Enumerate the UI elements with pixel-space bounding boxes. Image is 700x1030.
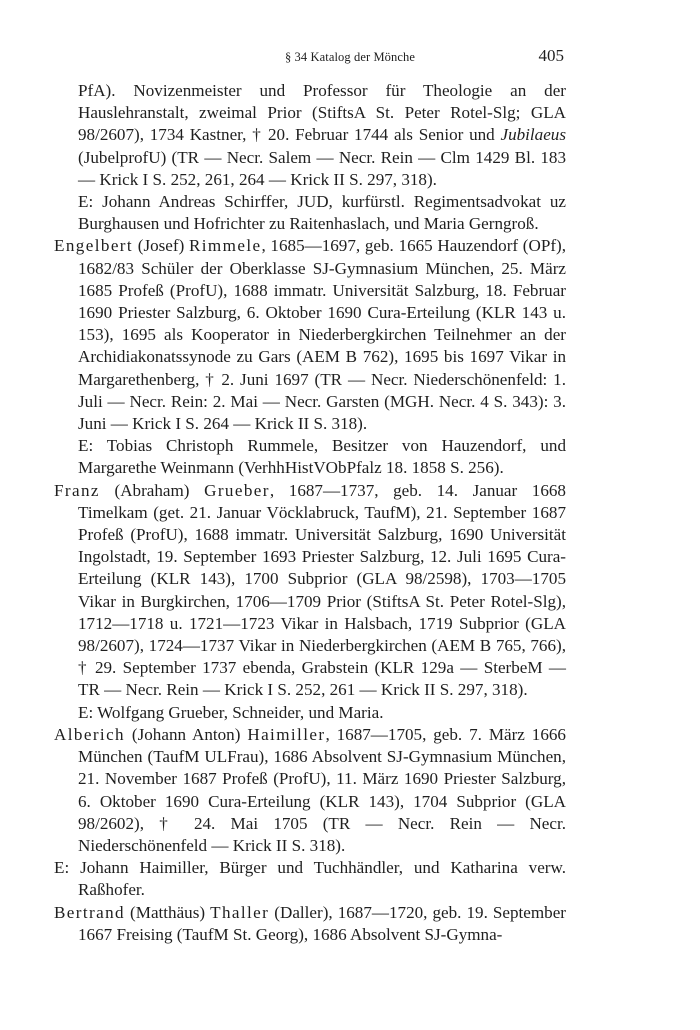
continued-entry-text-end: (JubelprofU) (TR — Necr. Salem — Necr. Rein — Clm 1429 Bl. 183 — Krick I S. 252, 261, 264 — Krick II S. 297, 318). (78, 147, 566, 189)
baptismal-name: (Josef) (133, 236, 189, 256)
entry-franz (54, 480, 566, 702)
baptismal-name: (Abraham) (99, 480, 205, 500)
running-title: § 34 Katalog der Mönche (284, 50, 416, 64)
entry-alberich (54, 724, 566, 857)
parents-line: E: Johann Haimiller, Bürger und Tuchhändler, und Katharina verw. Raßhofer. (54, 858, 566, 900)
continued-entry (54, 80, 566, 191)
page-body (54, 80, 566, 946)
surname: Thaller (210, 902, 270, 922)
baptismal-name: (Johann Anton) (125, 724, 248, 744)
religious-name: Alberich (54, 724, 126, 744)
religious-name: Engelbert (54, 236, 134, 256)
italic-term: Jubilaeus (500, 125, 566, 145)
religious-name: Franz (54, 480, 100, 500)
entry-text: , 1687—1705, geb. 7. März 1666 München (TaufM ULFrau), 1686 Absolvent SJ-Gymnasium München, 21. November 1687 Profeß (ProfU), 11. März 1690 Priester Salzburg, 6. Oktober 1690 Cura-Erteilung (KLR 143), 1704 Subprior (GLA 98/2602), † 24. Mai 1705 (TR — Necr. Rein — Necr. Niederschönenfeld — Krick II S. 318). (78, 724, 566, 855)
page-header (0, 44, 700, 68)
entry-engelbert (54, 235, 566, 435)
surname: Haimiller (247, 724, 326, 744)
page-number: 405 (538, 46, 564, 65)
parents-line: E: Tobias Christoph Rummele, Besitzer von Hauzendorf, und Margarethe Weinmann (VerhhHistVObPfalz 18. 1858 S. 256). (78, 436, 566, 478)
surname: Rimmele (188, 236, 262, 256)
baptismal-name: (Matthäus) (125, 902, 211, 922)
continued-entry-text: PfA). Novizenmeister und Professor für Theologie an der Hauslehranstalt, zweimal Prior (StiftsA St. Peter Rotel-Slg; GLA 98/2607), 1734 Kastner, † 20. Februar 1744 als Senior und (78, 81, 566, 145)
entry-text: , 1687—1737, geb. 14. Januar 1668 Timelkam (get. 21. Januar Vöcklabruck, TaufM), 21. September 1687 Profeß (ProfU), 1688 immatr. Universität Salzburg, 1690 Universität Ingolstadt, 19. September 1693 Priester Salzburg, 12. Juli 1695 Cura-Erteilung (KLR 143), 1700 Subprior (GLA 98/2598), 1703—1705 Vikar in Burgkirchen, 1706—1709 Prior (StiftsA St. Peter Rotel-Slg), 1712—1718 u. 1721—1723 Vikar in Halsbach, 1719 Subprior (GLA 98/2607), 1724—1737 Vikar in Niederbergkirchen (AEM B 765, 766), † 29. September 1737 ebenda, Grabstein (KLR 129a — SterbeM — TR — Necr. Rein — Krick I S. 252, 261 — Krick II S. 297, 318). (78, 480, 566, 700)
surname: Grueber (204, 480, 270, 500)
religious-name: Bertrand (54, 902, 126, 922)
entry-text: , 1685—1697, geb. 1665 Hauzendorf (OPf), 1682/83 Schüler der Oberklasse SJ-Gymnasium München, 25. März 1685 Profeß (ProfU), 1688 immatr. Universität Salzburg, 18. Februar 1690 Priester Salzburg, 6. Oktober 1690 Cura-Erteilung (KLR 143 u. 153), 1695 als Kooperator in Niederbergkirchen Teilnehmer an der Archidiakonatssynode zu Gars (AEM B 762), 1695 bis 1697 Vikar in Margarethenberg, † 2. Juni 1697 (TR — Necr. Niederschönenfeld: 1. Juli — Necr. Rein: 2. Mai — Necr. Garsten (MGH. Necr. 4 S. 343): 3. Juni — Krick I S. 264 — Krick II S. 318). (78, 236, 567, 434)
parents-line: E: Wolfgang Grueber, Schneider, und Maria. (78, 702, 384, 722)
parents-line: E: Johann Andreas Schirffer, JUD, kurfürstl. Regimentsadvokat uz Burghausen und Hofrichter zu Raitenhaslach, und Maria Gerngroß. (78, 192, 566, 234)
entry-text: (Daller), 1687—1720, geb. 19. September 1667 Freising (TaufM St. Georg), 1686 Absolvent SJ-Gymna- (78, 902, 566, 944)
entry-bertrand (54, 902, 566, 946)
